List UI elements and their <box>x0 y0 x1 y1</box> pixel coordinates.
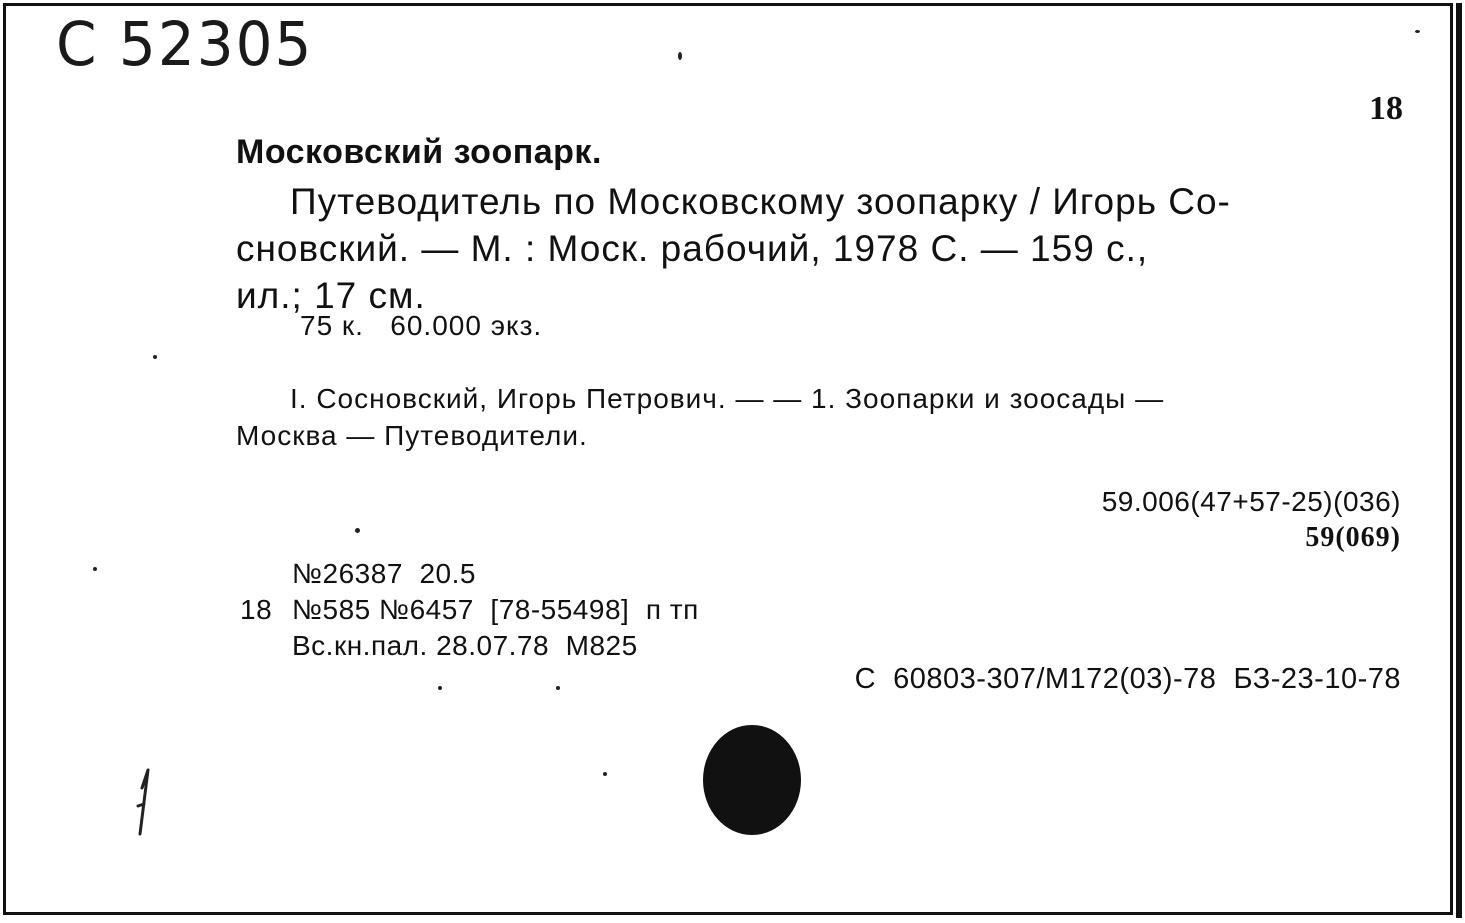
speck <box>355 528 360 533</box>
price-and-print-run: 75 к. 60.000 экз. <box>300 310 543 341</box>
subject-entries <box>236 380 1402 454</box>
pencil-mark <box>120 760 180 840</box>
publisher-index: С 60803-307/М172(03)-78 БЗ-23-10-78 <box>854 663 1401 695</box>
tech-number <box>240 592 272 628</box>
speck <box>678 52 682 60</box>
card-number: 18 <box>1369 90 1403 127</box>
speck <box>438 686 442 690</box>
subject-line: Москва — Путеводители. <box>236 420 588 451</box>
tech-left-number: 18 <box>240 594 273 625</box>
technical-data <box>292 556 699 664</box>
handwritten-code: С 52305 <box>56 8 314 80</box>
bbk-classification: 59(069) <box>1305 522 1401 553</box>
bibliographic-description <box>236 178 1402 319</box>
speck <box>1415 30 1420 33</box>
description-line: сновский. — М. : Моск. рабочий, 1978 С. — 159 с., <box>236 228 1149 269</box>
speck <box>153 355 157 359</box>
card-heading: Московский зоопарк. <box>236 133 602 171</box>
speck <box>93 567 97 571</box>
description-line: Путеводитель по Московскому зоопарку / Игорь Со- <box>290 181 1231 222</box>
speck <box>556 686 560 690</box>
tech-line: №26387 20.5 <box>292 558 476 589</box>
card-right-edge <box>1456 3 1462 918</box>
speck <box>603 772 607 776</box>
tech-line: №585 №6457 [78-55498] п тп <box>292 594 699 625</box>
punch-hole <box>703 725 801 835</box>
subject-line: I. Сосновский, Игорь Петрович. — — 1. Зоопарки и зоосады — <box>290 383 1165 414</box>
tech-line: Вс.кн.пал. 28.07.78 М825 <box>292 630 638 661</box>
udc-classification: 59.006(47+57-25)(036) <box>1101 486 1401 517</box>
description-line: ил.; 17 см. <box>236 275 426 316</box>
